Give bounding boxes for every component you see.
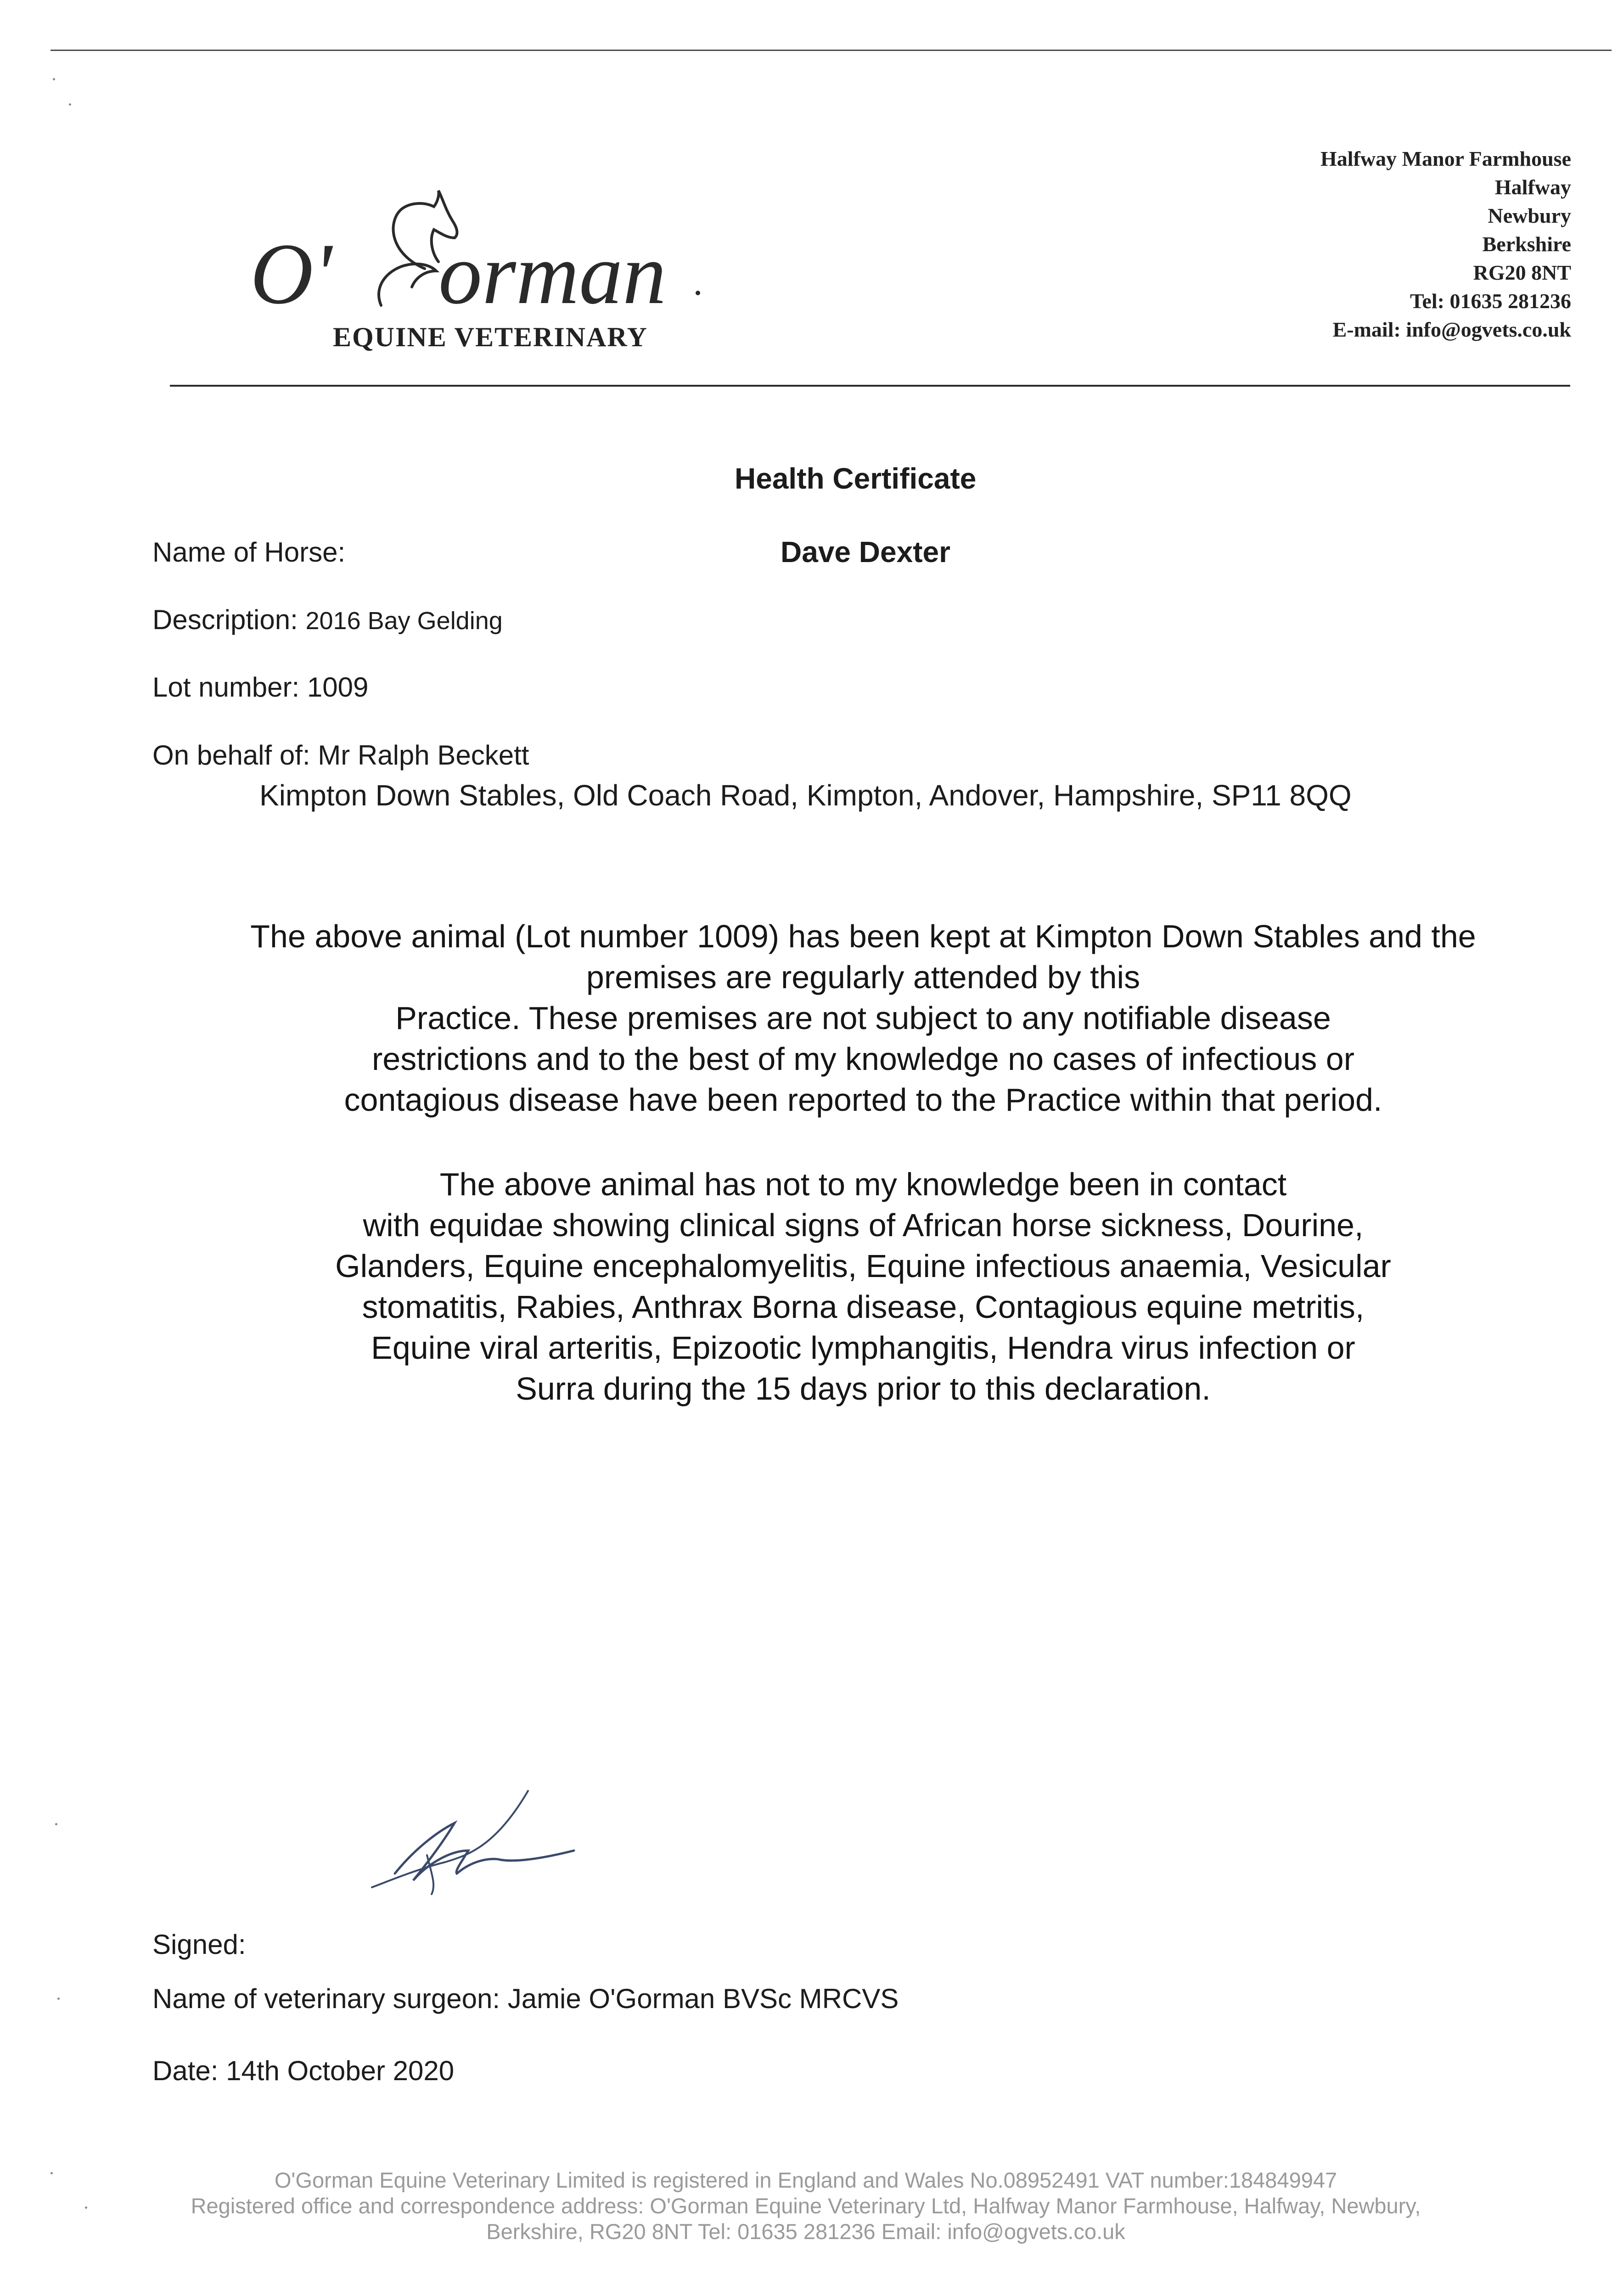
lot-number-row [152,671,368,703]
description-value: 2016 Bay Gelding [305,607,503,635]
date-value: 14th October 2020 [226,2055,455,2086]
horse-name-label: Name of Horse: [152,537,346,568]
signature-scribble-icon [363,1782,583,1901]
company-logo [250,184,709,377]
top-rule [51,50,1612,51]
date-row [152,2055,454,2087]
scan-speck [55,1823,57,1825]
owner-address: Kimpton Down Stables, Old Coach Road, Kimpton, Andover, Hampshire, SP11 8QQ [259,779,1352,812]
scan-speck [53,78,55,80]
svg-text:orman: orman [438,226,667,321]
description-row [152,604,503,636]
on-behalf-row [152,739,529,771]
paragraph-line: Equine viral arteritis, Epizootic lymphangitis, Hendra virus infection or [371,1330,1355,1366]
paragraph-line: Practice. These premises are not subject to any notifiable disease [395,1000,1331,1036]
date-label: Date: [152,2055,219,2086]
declaration-paragraph-1 [170,916,1556,1120]
surgeon-value: Jamie O'Gorman BVSc MRCVS [507,1983,899,2014]
signed-label: Signed: [152,1929,246,1960]
company-registration-footer [92,2167,1520,2245]
surgeon-label: Name of veterinary surgeon: [152,1983,500,2014]
paragraph-line: Glanders, Equine encephalomyelitis, Equine infectious anaemia, Vesicular [335,1248,1391,1284]
on-behalf-label: On behalf of: [152,740,310,771]
paragraph-line: The above animal (Lot number 1009) has been kept at Kimpton Down Stables and the [250,918,1476,954]
footer-line: O'Gorman Equine Veterinary Limited is registered in England and Wales No.08952491 VAT number:184849947 [274,2168,1337,2192]
logo-subtitle: EQUINE VETERINARY [333,322,648,352]
address-line: E-mail: info@ogvets.co.uk [1332,318,1571,341]
footer-line: Registered office and correspondence address: O'Gorman Equine Veterinary Ltd, Halfway Manor Farmhouse, Halfway, Newbury, [191,2194,1421,2218]
surgeon-row [152,1983,899,2015]
address-line: Newbury [1488,204,1571,227]
practice-address [1320,145,1571,344]
address-line: RG20 8NT [1473,261,1571,284]
description-label: Description: [152,604,298,635]
paragraph-line: with equidae showing clinical signs of African horse sickness, Dourine, [363,1207,1364,1243]
lot-number-label: Lot number: [152,672,300,703]
scan-speck [85,2206,87,2209]
address-line: Tel: 01635 281236 [1410,289,1571,313]
header-divider [170,385,1570,387]
paragraph-line: The above animal has not to my knowledge been in contact [439,1166,1287,1202]
address-line: Berkshire [1482,232,1571,256]
svg-text:O': O' [250,226,332,321]
paragraph-line: contagious disease have been reported to the Practice within that period. [344,1082,1382,1118]
signature [363,1782,583,1903]
lot-number-value: 1009 [307,672,369,703]
paragraph-line: stomatitis, Rabies, Anthrax Borna disease, Contagious equine metritis, [362,1289,1365,1325]
on-behalf-value: Mr Ralph Beckett [318,740,529,771]
scan-speck [69,103,71,106]
paragraph-line: restrictions and to the best of my knowledge no cases of infectious or [371,1041,1355,1077]
certificate-title: Health Certificate [735,462,977,495]
address-line: Halfway Manor Farmhouse [1320,147,1571,170]
horse-name-value: Dave Dexter [781,535,950,568]
scan-speck [51,2172,53,2174]
declaration-paragraph-2 [170,1164,1556,1409]
footer-line: Berkshire, RG20 8NT Tel: 01635 281236 Email: info@ogvets.co.uk [486,2219,1125,2244]
horse-head-logo-icon [250,184,709,321]
paragraph-line: Surra during the 15 days prior to this declaration. [516,1371,1211,1407]
scan-speck [57,1998,60,2000]
paragraph-line: premises are regularly attended by this [586,959,1140,995]
address-line: Halfway [1494,175,1571,199]
